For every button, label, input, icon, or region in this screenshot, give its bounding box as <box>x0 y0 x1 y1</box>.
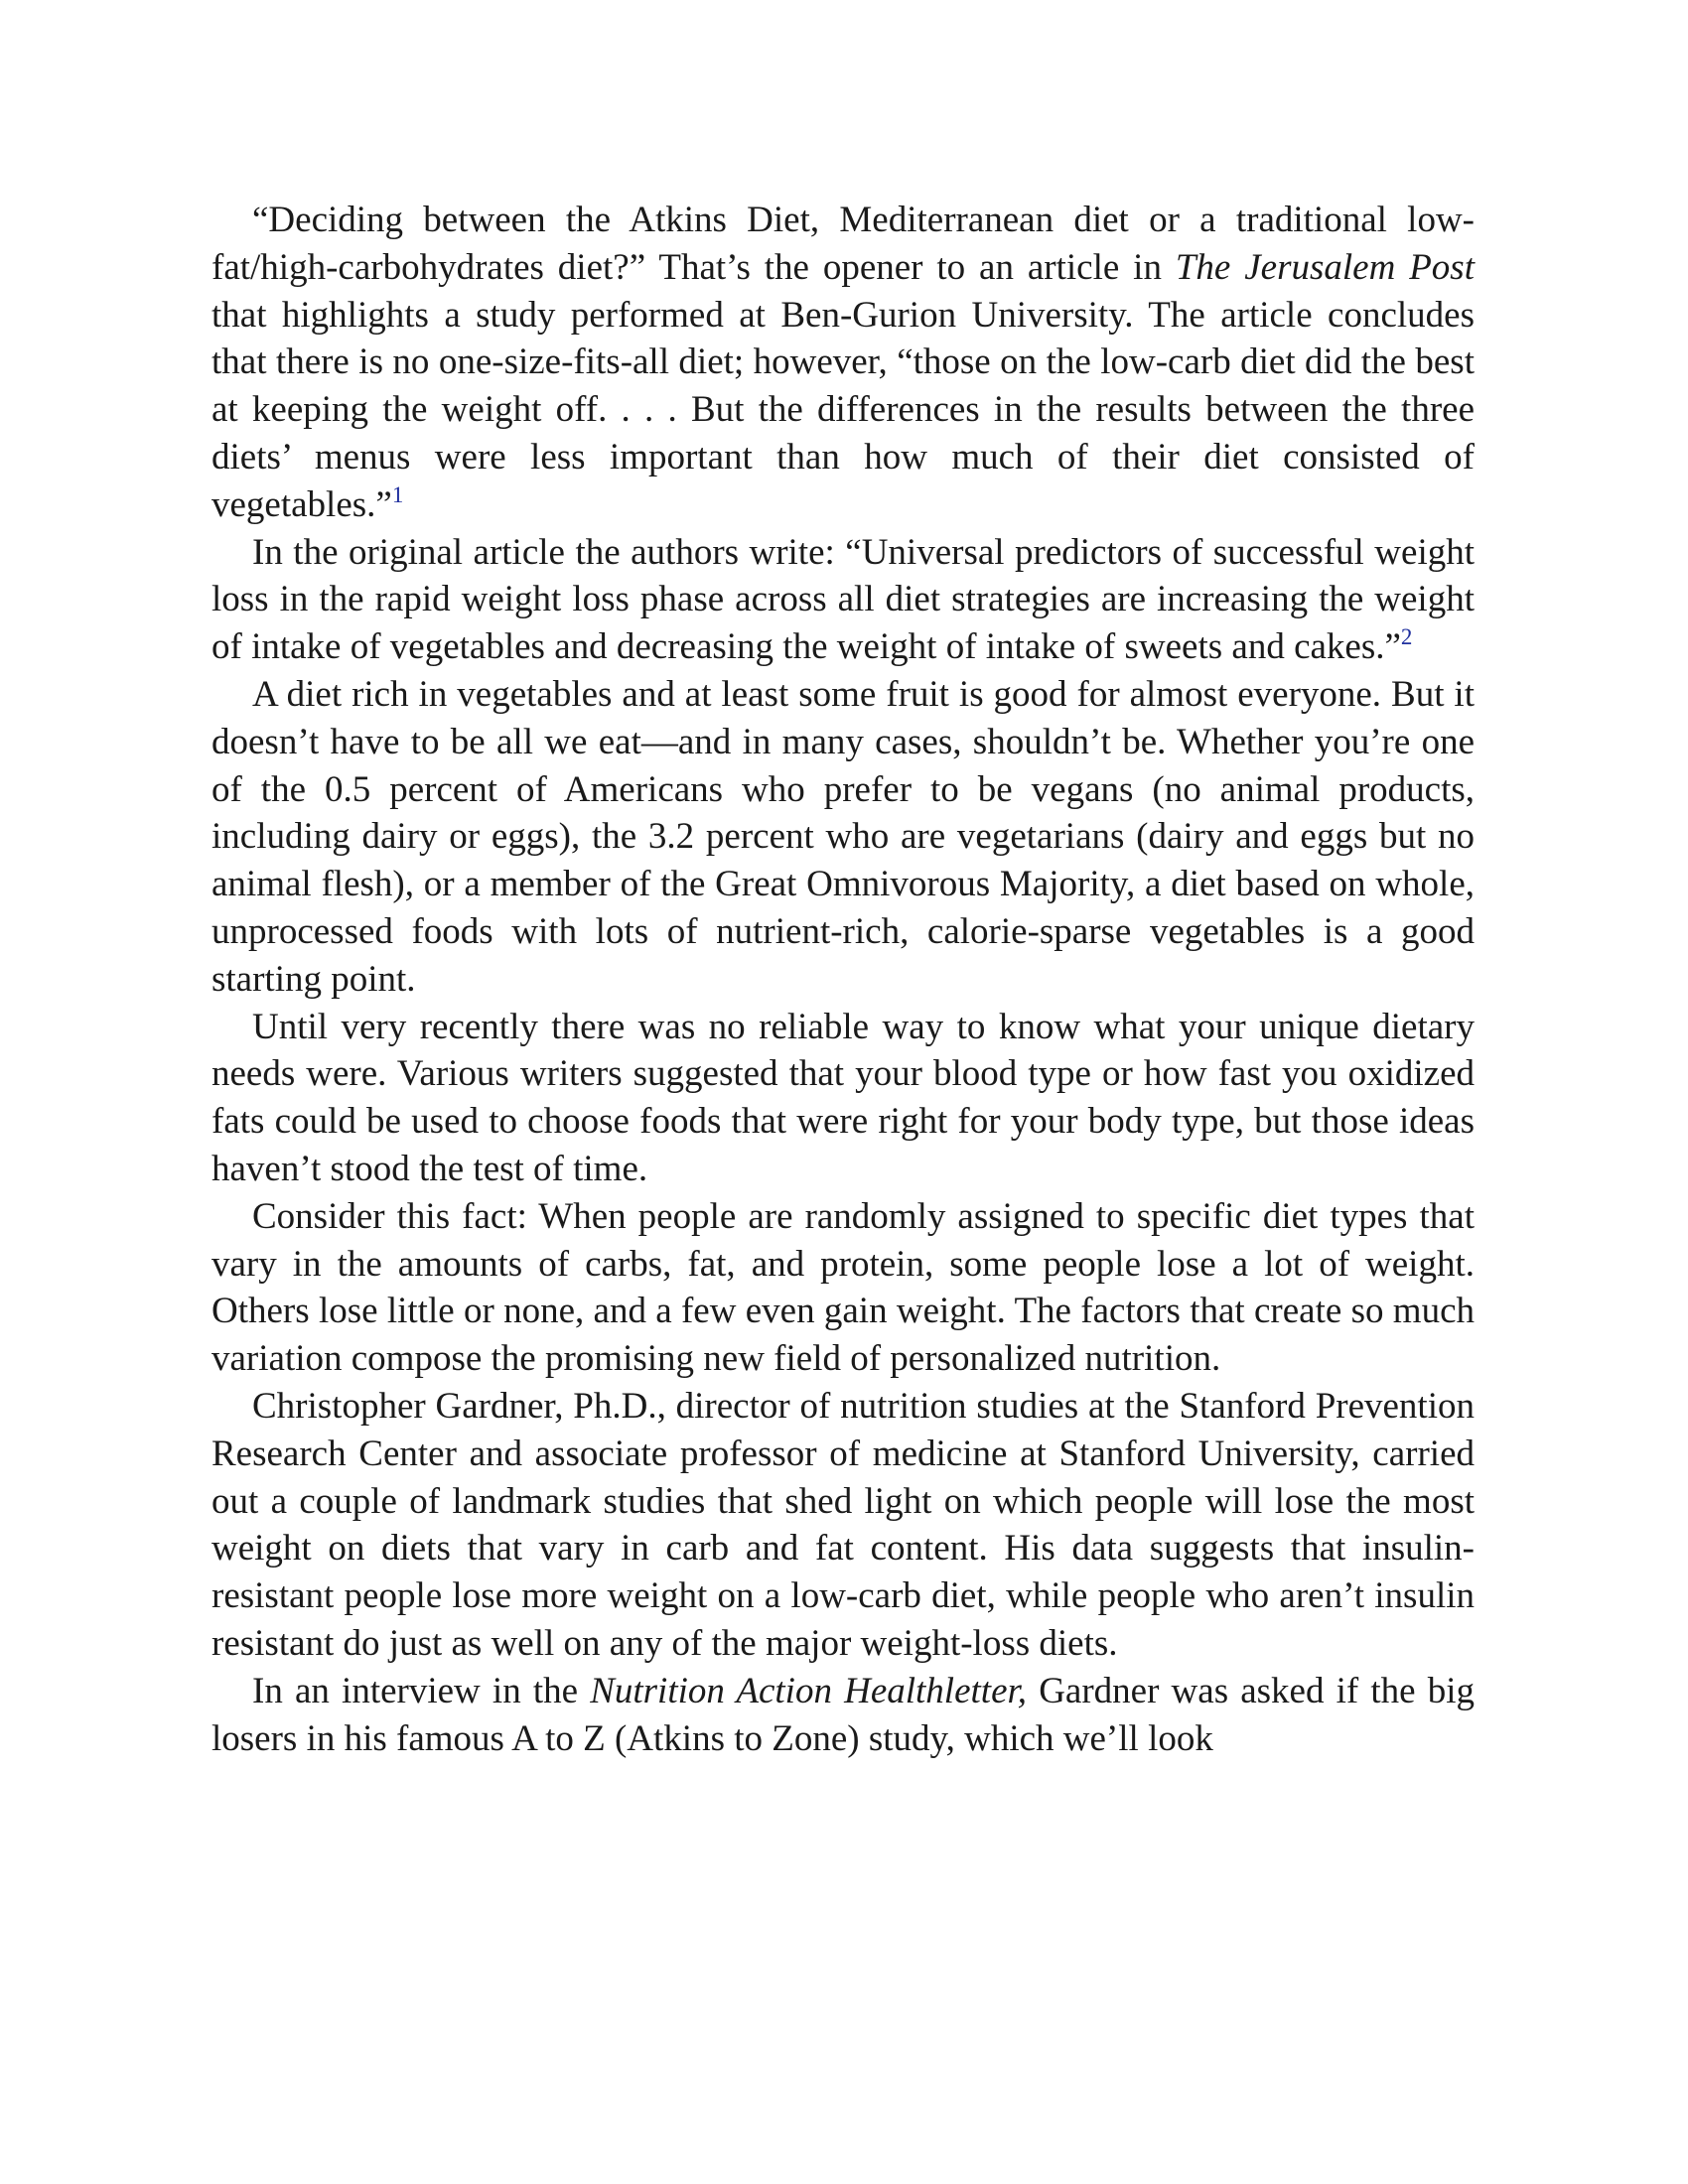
paragraph-text: “Deciding between the Atkins Diet, Mediterranean diet or a traditional low-fat/high-carbohydrates diet?” That’s the opener to an article in <box>211 200 1475 288</box>
paragraph-text: A diet rich in vegetables and at least some fruit is good for almost everyone. But it doesn’t have to be all we eat—and in many cases, shouldn’t be. Whether you’re one of the 0.5 percent of Americans who prefer to be vegans (no animal products, including dairy or eggs), the 3.2 percent who are vegetarians (dairy and eggs but no animal flesh), or a member of the Great Omnivorous Majority, a diet based on whole, unprocessed foods with lots of nutrient-rich, calorie-sparse vegetables is a good starting point. <box>211 673 1475 1000</box>
paragraph-text: Until very recently there was no reliable way to know what your unique dietary needs were. Various writers suggested that your blood type or how fast you oxidized fats could be used to choose foods that were right for your body type, but those ideas haven’t stood the test of time. <box>211 1006 1475 1189</box>
paragraph-jerusalem-post <box>211 197 1475 529</box>
footnote-link[interactable]: 1 <box>391 481 404 507</box>
paragraph-text: In the original article the authors write: “Universal predictors of successful weight loss in the rapid weight loss phase across all diet strategies are increasing the weight of intake of vegetables and decreasing the weight of intake of sweets and cakes.” <box>211 531 1475 668</box>
paragraph-interview <box>211 1668 1475 1763</box>
paragraph-text: Consider this fact: When people are randomly assigned to specific diet types that vary in the amounts of carbs, fat, and protein, some people lose a lot of weight. Others lose little or none, and a few even gain weight. The factors that create so much variation compose the promising new field of personalized nutrition. <box>211 1195 1475 1380</box>
paragraph-personalized-nutrition <box>211 1193 1475 1383</box>
paragraph-text: Christopher Gardner, Ph.D., director of nutrition studies at the Stanford Prevention Research Center and associate professor of medicine at Stanford University, carried out a couple of landmark studies that shed light on which people will lose the most weight on diets that vary in carb and fat content. His data suggests that insulin-resistant people lose more weight on a low-carb diet, while people who aren’t insulin resistant do just as well on any of the major weight-loss diets. <box>211 1385 1475 1664</box>
book-page-body <box>211 197 1475 1762</box>
paragraph-dietary-needs <box>211 1004 1475 1193</box>
publication-title: The Jerusalem Post <box>1175 246 1475 288</box>
paragraph-gardner-studies <box>211 1383 1475 1668</box>
paragraph-original-article <box>211 529 1475 671</box>
publication-title: Nutrition Action Healthletter, <box>590 1670 1028 1711</box>
footnote-link[interactable]: 2 <box>1400 623 1413 649</box>
paragraph-text: Gardner was asked if the big losers in his famous A to Z (Atkins to Zone) study, which we’ll look <box>211 1670 1476 1759</box>
paragraph-text: In an interview in the <box>252 1670 591 1711</box>
paragraph-vegetables <box>211 671 1475 1004</box>
paragraph-text: that highlights a study performed at Ben-Gurion University. The article concludes that there is no one-size-fits-all diet; however, “those on the low-carb diet did the best at keeping the weight off. . . . But the differences in the results between the three diets’ menus were less important than how much of their diet consisted of vegetables.” <box>211 294 1475 525</box>
